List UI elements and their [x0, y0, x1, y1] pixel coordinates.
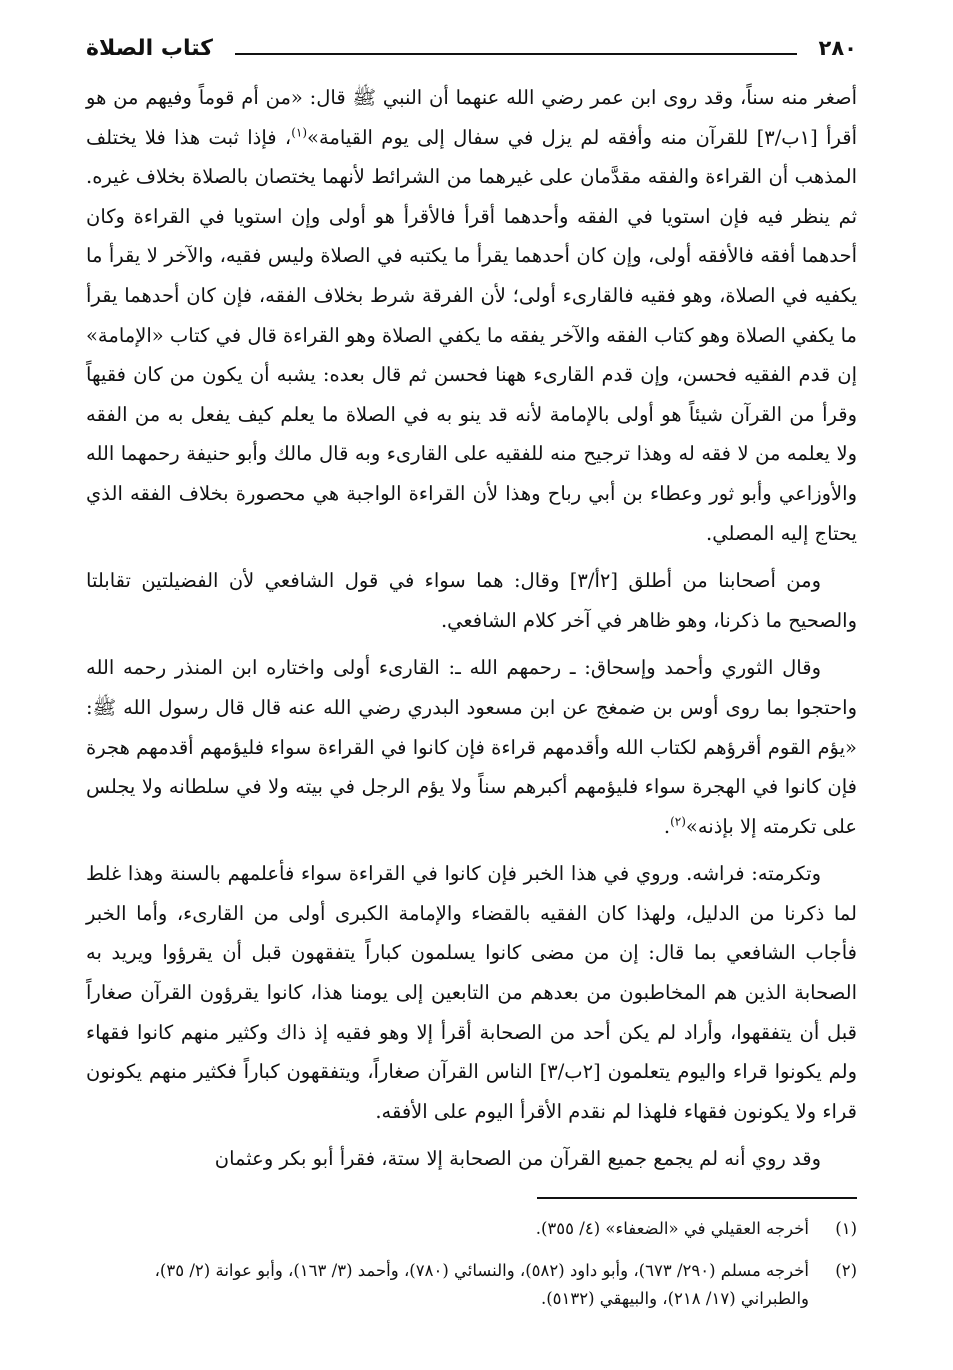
paragraph — [86, 1139, 857, 1179]
footnote — [86, 1257, 857, 1313]
footnote — [86, 1215, 857, 1243]
paragraph — [86, 78, 857, 553]
footnote-text: أخرجه العقيلي في «الضعفاء» (٤/ ٣٥٥). — [535, 1219, 809, 1239]
paragraph-text: وتكرمته: فراشه. وروي في هذا الخبر فإن كانوا في القراءة سواء فأعلمهم بالسنة وهذا غلط لما ذكرنا من الدليل، ولهذا كان الفقيه بالقضاء والإمامة الكبرى أولى من القارىء، وأما الخبر فأجاب الشافعي بما قال: إن من مضى كانوا يسلمون كباراً يتفقهون قبل أن يقرؤوا ويريد به الصحابة الذين هم المخاطبون من بعدهم من التابعين إلى يومنا هذا، كانوا يقرؤون القرآن صغاراً قبل أن يتفقهوا، وأراد لم يكن أحد من الصحابة أقرأ إلا وهو فقيه إذ ذاك وكثير منهم كانوا فقهاء ولم يكونوا قراء واليوم يتعلمون [٢ب/٣] الناس القرآن صغاراً، ويتفقهون كباراً فكثير منهم يكونون قراء ولا يكونون فقهاء فلهذا لم نقدم الأقرأ اليوم على الأفقه. — [86, 862, 857, 1123]
paragraph — [86, 648, 857, 846]
footnote-ref: (٢) — [670, 814, 686, 829]
paragraph-text: وقد روي أنه لم يجمع جميع القرآن من الصحابة إلا ستة، فقرأ أبو بكر وعثمان — [214, 1147, 821, 1171]
footnotes — [86, 1215, 857, 1313]
paragraph — [86, 854, 857, 1131]
page-number: ٢٨٠ — [818, 36, 857, 60]
page-header — [86, 26, 857, 70]
body-text — [86, 78, 857, 1179]
footnote-number: (١) — [835, 1219, 857, 1239]
paragraph-text: ومن أصحابنا من أطلق [٢أ/٣] وقال: هما سواء في قول الشافعي لأن الفضيلتين تقابلتا والصحيح ما ذكرنا، وهو ظاهر في آخر كلام الشافعي. — [86, 569, 857, 632]
paragraph — [86, 561, 857, 640]
paragraph-text: أصغر منه سناً، وقد روى ابن عمر رضي الله عنهما أن النبي ﷺ قال: «من أم قوماً وفيهم من هو أقرأ [١ب/٣] للقرآن منه وأفقه لم يزل في سفال إلى يوم القيامة» — [86, 86, 857, 149]
paragraph-text: وقال الثوري وأحمد وإسحاق: ـ رحمهم الله ـ: القارىء أولى واختاره ابن المنذر رحمه الله واحتجوا بما روى أوس بن ضمغج عن ابن مسعود البدري رضي الله عنه قال قال رسول الله ﷺ: «يؤم القوم أقرؤهم لكتاب الله وأقدمهم قراءة فإن كانوا في القراءة سواء فليؤمهم أقدمهم هجرة فإن كانوا في الهجرة سواء فليؤمهم أكبرهم سناً ولا يؤم الرجل في بيته ولا في سلطانه ولا يجلس على تكرمته إلا بإذنه» — [86, 656, 857, 838]
paragraph-text: . — [663, 814, 671, 838]
paragraph-text: ، فإذا ثبت هذا فلا يختلف المذهب أن القراءة والفقه مقدَّمان على غيرهما من الشرائط لأنهما يختصان بالصلاة بخلاف غيره. ثم ينظر فيه فإن استويا في الفقه وأحدهما أقرأ فالأقرأ هو أولى وإن استويا في القراءة وكان أحدهما أفقه فالأفقه أولى، وإن كان أحدهما يقرأ ما يكتبه في الصلاة وليس فقيه، والآخر لا يقرأ ما يكفيه في الصلاة، وهو فقيه فالقارىء أولى؛ لأن الفرقة شرط بخلاف الفقه، فإن كان أحدهما يقرأ ما يكفي الصلاة وهو كتاب الفقه والآخر يفقه ما يكفي الصلاة وهو القراءة قال في كتاب «الإمامة» إن قدم الفقيه فحسن، وإن قدم القارىء ههنا فحسن ثم قال بعده: يشبه أن يكون من كان فقيهاً وقرأ من القرآن شيئاً هو أولى بالإمامة لأنه قد ينو به في الصلاة ما يعلم كيف يفعل به من الفقه ولا يعلمه من لا فقه له وهذا ترجيح منه للفقيه على القارىء وبه قال مالك وأبو حنيفة رحمهما الله والأوزاعي وأبو ثور وعطاء بن أبي رباح وهذا لأن القراءة الواجبة هي محصورة بخلاف الفقه الذي يحتاج إليه المصلي. — [86, 125, 857, 545]
footnote-text: أخرجه مسلم (٢٩٠/ ٦٧٣)، وأبو داود (٥٨٢)، والنسائي (٧٨٠)، وأحمد (٣/ ١٦٣)، وأبو عوانة (٢/ ٣٥)، والطبراني (١٧/ ٢١٨)، والبيهقي (٥١٣٢). — [154, 1261, 809, 1309]
header-rule — [235, 53, 797, 55]
footnote-number: (٢) — [835, 1261, 857, 1281]
footnote-separator — [537, 1197, 857, 1199]
running-title: كتاب الصلاة — [86, 35, 213, 61]
footnote-ref: (١) — [291, 125, 308, 140]
